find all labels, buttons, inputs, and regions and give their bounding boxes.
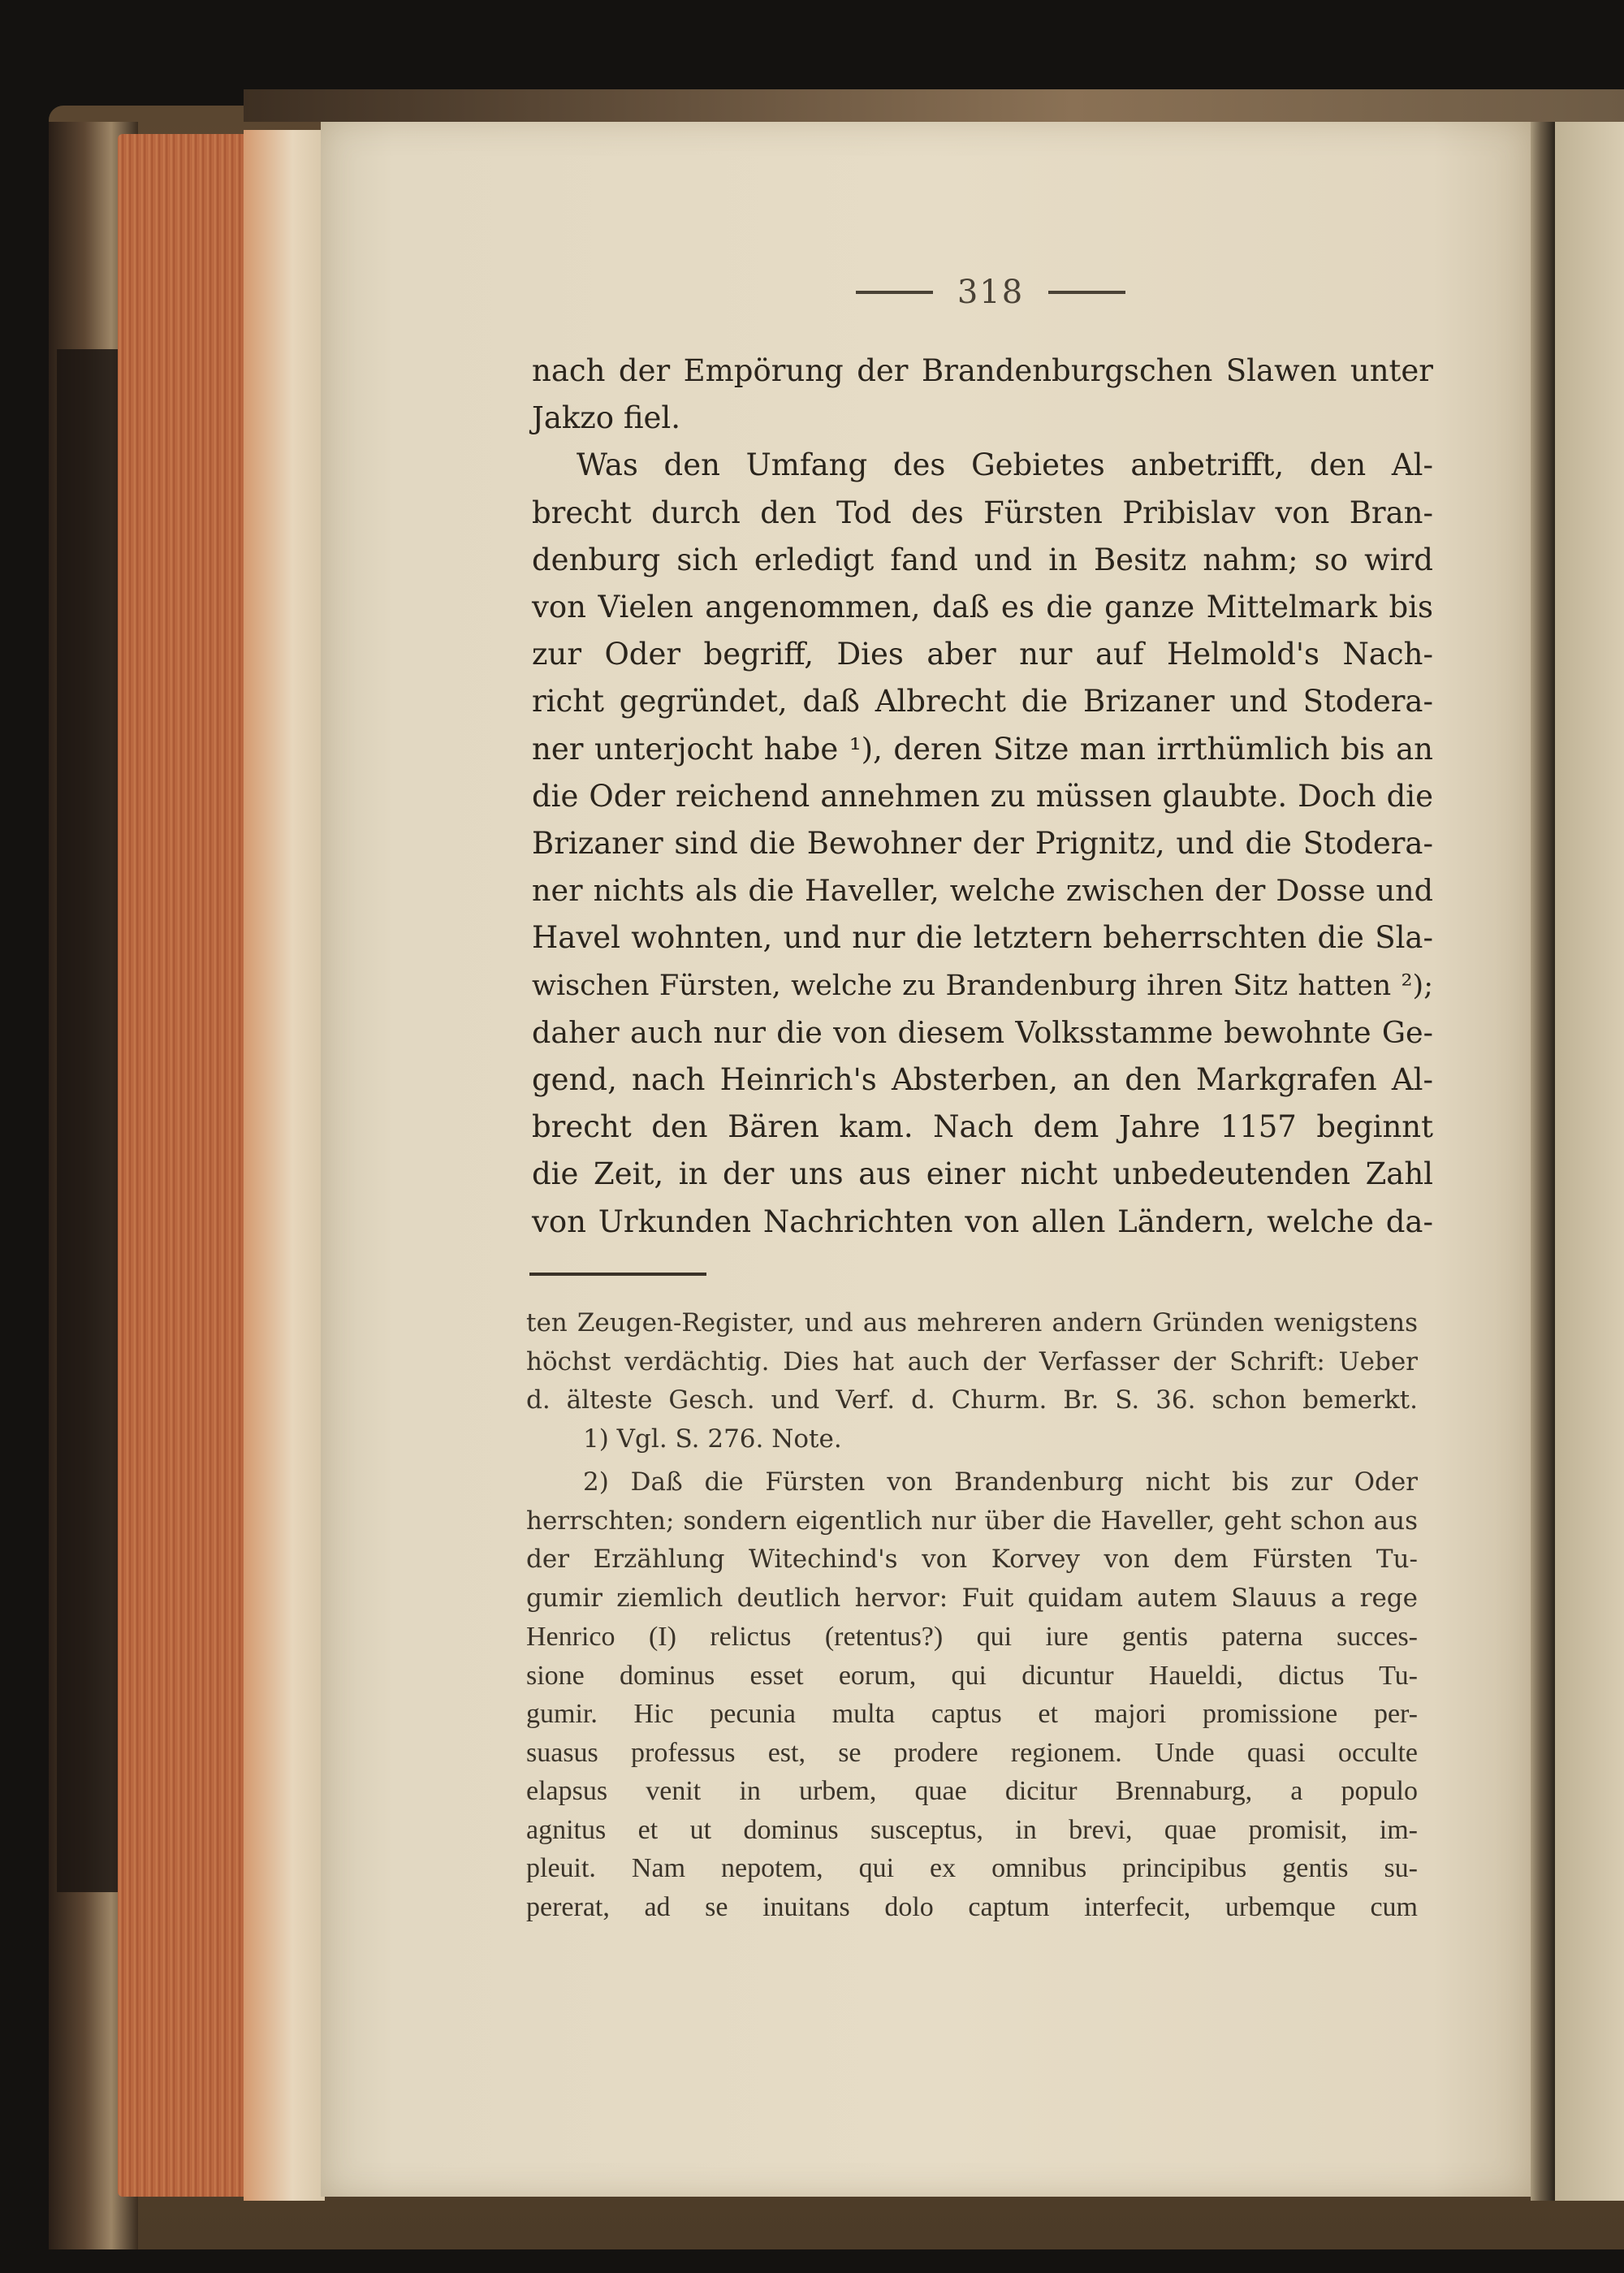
body-line: denburg sich erledigt fand und in Besitz nahm; so wird	[532, 542, 1433, 577]
footnote-line: herrschten; sondern eigentlich nur über die Haveller, geht schon aus	[526, 1506, 1418, 1536]
body-line: richt gegründet, daß Albrecht die Brizaner und Stodera-	[532, 684, 1433, 719]
body-line: ner nichts als die Haveller, welche zwischen der Dosse und	[532, 873, 1433, 909]
cover-top-edge	[244, 89, 1624, 122]
body-text	[532, 348, 1433, 1246]
body-line: ner unterjocht habe ¹), deren Sitze man irrthümlich bis an	[532, 731, 1433, 767]
footnote-line: gumir. Hic pecunia multa captus et majori promissione per-	[526, 1699, 1418, 1729]
spine-wear	[57, 349, 122, 1892]
body-line: von Urkunden Nachrichten von allen Ländern, welche da-	[532, 1203, 1433, 1239]
body-line: von Vielen angenommen, daß es die ganze Mittelmark bis	[532, 590, 1433, 625]
footnote-line: höchst verdächtig. Dies hat auch der Verfasser der Schrift: Ueber	[526, 1346, 1418, 1376]
footnote-line: pleuit. Nam nepotem, qui ex omnibus principibus gentis su-	[526, 1853, 1418, 1883]
footnote-rule	[529, 1273, 706, 1276]
page-number: 318	[957, 274, 1025, 311]
page-block-inner-edge	[244, 130, 325, 2201]
page-number-header	[840, 264, 1141, 321]
body-line: Was den Umfang des Gebietes anbetrifft, den Al-	[577, 447, 1433, 483]
body-line: Brizaner sind die Bewohner der Prignitz, und die Stodera-	[532, 826, 1433, 862]
footnote-line: Henrico (I) relictus (retentus?) qui iure gentis paterna succes-	[526, 1622, 1418, 1652]
body-line: wischen Fürsten, welche zu Brandenburg ihren Sitz hatten ²);	[532, 969, 1433, 1002]
body-line: nach der Empörung der Brandenburgschen Slawen unter	[532, 353, 1433, 388]
footnote-2: 2) Daß die Fürsten von Brandenburg nicht bis zur Oder	[583, 1467, 1418, 1497]
footnote-line: d. älteste Gesch. und Verf. d. Churm. Br. S. 36. schon bemerkt.	[526, 1385, 1418, 1415]
body-line: zur Oder begriff, Dies aber nur auf Helmold's Nach-	[532, 637, 1433, 672]
footnote-line: sione dominus esset eorum, qui dicuntur Haueldi, dictus Tu-	[526, 1660, 1418, 1691]
body-line: die Zeit, in der uns aus einer nicht unbedeutenden Zahl	[532, 1156, 1433, 1192]
body-line: daher auch nur die von diesem Volksstamme bewohnte Ge-	[532, 1014, 1433, 1050]
page-gutter	[1531, 122, 1555, 2201]
body-line: Havel wohnten, und nur die letztern beherrschten die Sla-	[532, 920, 1433, 956]
footnote-line: agnitus et ut dominus susceptus, in brevi, quae promisit, im-	[526, 1814, 1418, 1845]
footnote-line: pererat, ad se inuitans dolo captum interfecit, urbemque cum	[526, 1891, 1418, 1922]
footnote-line: gumir ziemlich deutlich hervor: Fuit quidam autem Slauus a rege	[526, 1583, 1418, 1613]
folio-dash-right	[1048, 291, 1125, 294]
footnote-line: elapsus venit in urbem, quae dicitur Brennaburg, a populo	[526, 1776, 1418, 1806]
footnote-line: ten Zeugen-Register, und aus mehreren andern Gründen wenigstens	[526, 1308, 1418, 1337]
body-line: die Oder reichend annehmen zu müssen glaubte. Doch die	[532, 778, 1433, 814]
facing-page-edge	[1555, 122, 1624, 2201]
body-line: Jakzo fiel.	[532, 400, 681, 436]
footnote-1: 1) Vgl. S. 276. Note.	[583, 1424, 842, 1454]
footnote-line: der Erzählung Witechind's von Korvey von dem Fürsten Tu-	[526, 1545, 1418, 1574]
body-line: brecht den Bären kam. Nach dem Jahre 1157 beginnt	[532, 1109, 1433, 1145]
footnotes	[526, 1304, 1418, 1926]
folio-dash-left	[856, 291, 933, 294]
body-line: brecht durch den Tod des Fürsten Pribislav von Bran-	[532, 495, 1433, 530]
footnote-line: suasus professus est, se prodere regionem. Unde quasi occulte	[526, 1737, 1418, 1768]
body-line: gend, nach Heinrich's Absterben, an den Markgrafen Al-	[532, 1062, 1433, 1098]
